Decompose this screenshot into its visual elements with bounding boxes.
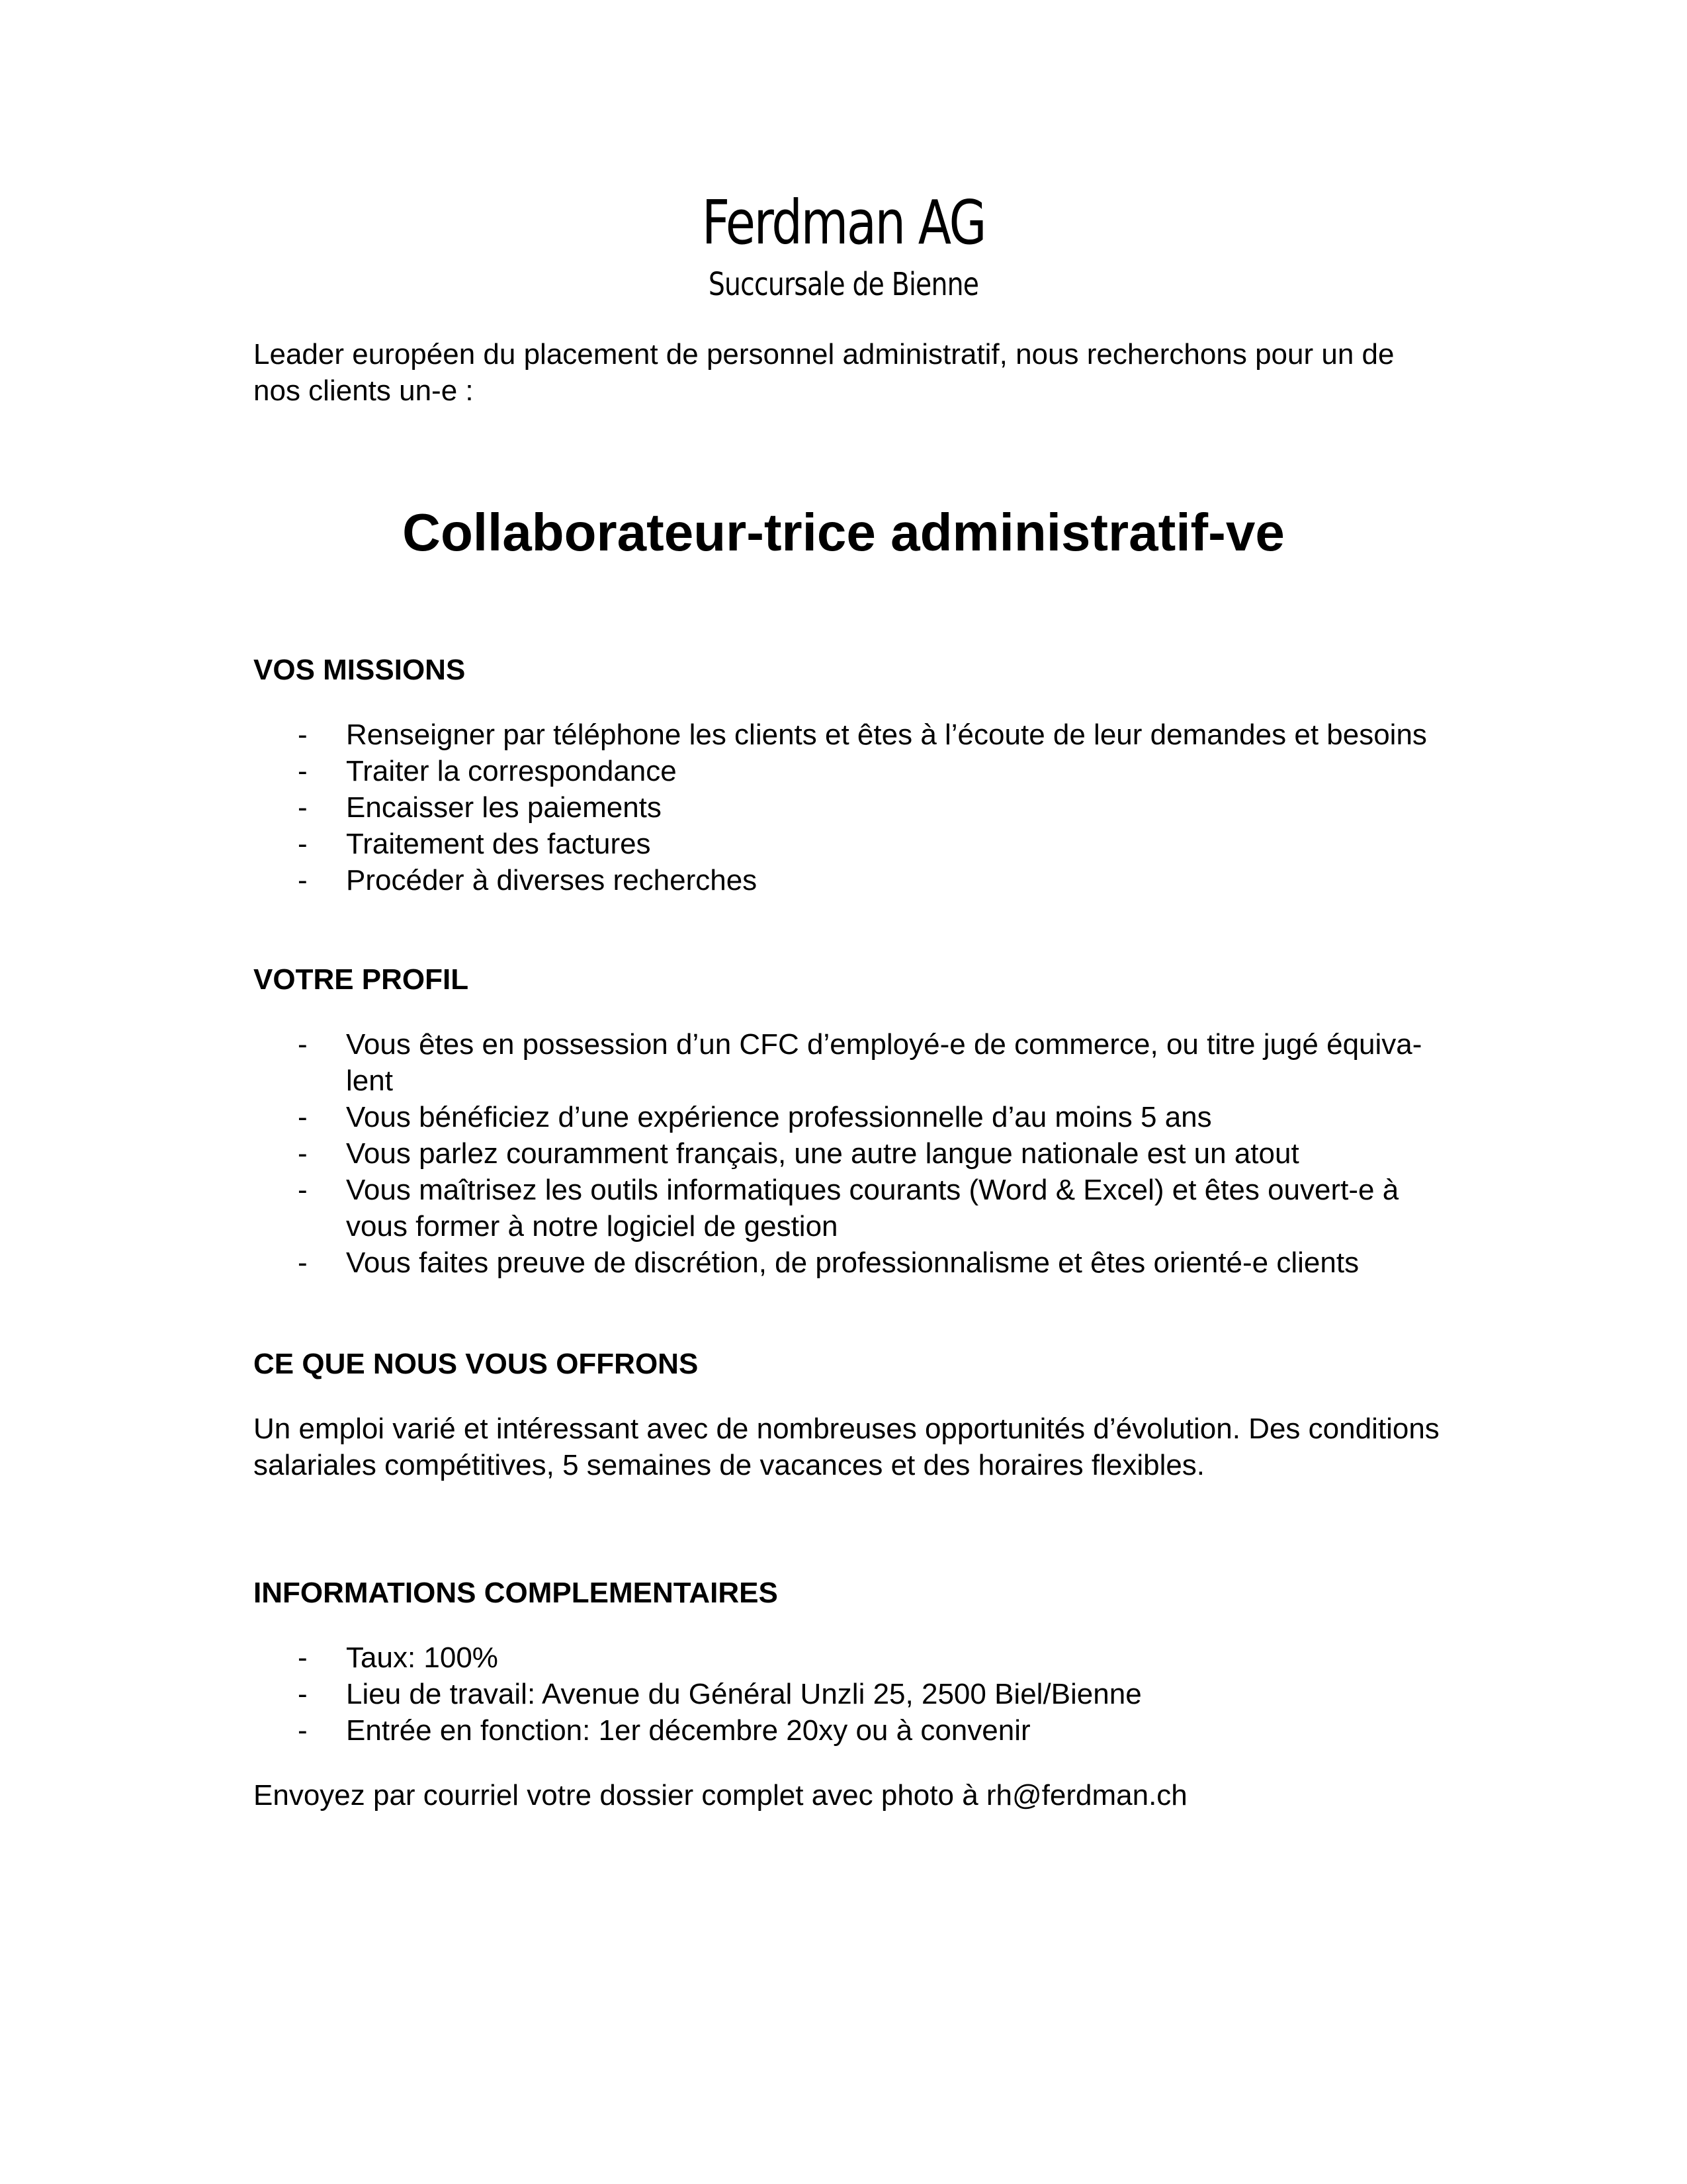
list-item-text: Traiter la correspondance [346, 755, 677, 787]
dash-bullet-icon: - [298, 1678, 308, 1710]
dash-bullet-icon: - [298, 864, 308, 896]
branch-name: Succursale de Bienne [708, 266, 979, 303]
list-item [253, 1135, 1431, 1172]
dash-bullet-icon: - [298, 1714, 308, 1747]
job-title: Collaborateur-trice administratif-ve [402, 503, 1285, 562]
profile-heading: VOTRE PROFIL [253, 963, 469, 996]
list-item-text: Vous êtes en possession d’un CFC d’employé-e de commerce, ou titre jugé équiva-lent [346, 1028, 1422, 1097]
list-item [253, 1712, 1444, 1749]
dash-bullet-icon: - [298, 791, 308, 824]
missions-list [253, 717, 1444, 898]
list-item-text: Vous parlez couramment français, une autre langue nationale est un atout [346, 1137, 1299, 1170]
dash-bullet-icon: - [298, 1641, 308, 1674]
dash-bullet-icon: - [298, 719, 308, 751]
list-item-text: Vous faites preuve de discrétion, de professionnalisme et êtes orienté-e clients [346, 1246, 1360, 1279]
closing-paragraph: Envoyez par courriel votre dossier complet avec photo à rh@ferdman.ch [253, 1779, 1188, 1812]
offer-heading: CE QUE NOUS VOUS OFFRONS [253, 1348, 699, 1380]
list-item-text: Traitement des factures [346, 828, 651, 860]
list-item [253, 862, 1444, 898]
list-item [253, 1099, 1431, 1135]
list-item [253, 1026, 1431, 1099]
dash-bullet-icon: - [298, 1246, 308, 1279]
list-item-text: Lieu de travail: Avenue du Général Unzli 25, 2500 Biel/Bienne [346, 1678, 1142, 1710]
list-item [253, 1245, 1431, 1281]
list-item [253, 789, 1444, 826]
list-item-text: Entrée en fonction: 1er décembre 20xy ou à convenir [346, 1714, 1031, 1747]
list-item [253, 1639, 1444, 1676]
profile-list [253, 1026, 1431, 1281]
dash-bullet-icon: - [298, 1101, 308, 1133]
dash-bullet-icon: - [298, 1028, 308, 1061]
list-item [253, 753, 1444, 789]
missions-heading: VOS MISSIONS [253, 654, 466, 686]
offer-paragraph: Un emploi varié et intéressant avec de nombreuses opportunités d’évolution. Des conditions salariales compétitives, 5 semaines de vacances et des horaires flexibles. [253, 1413, 1440, 1481]
dash-bullet-icon: - [298, 828, 308, 860]
company-name: Ferdman AG [701, 187, 986, 258]
additional-info-list [253, 1639, 1444, 1749]
list-item [253, 1172, 1431, 1245]
dash-bullet-icon: - [298, 1174, 308, 1206]
additional-info-heading: INFORMATIONS COMPLEMENTAIRES [253, 1577, 778, 1609]
dash-bullet-icon: - [298, 755, 308, 787]
list-item [253, 717, 1444, 753]
list-item-text: Taux: 100% [346, 1641, 498, 1674]
list-item-text: Procéder à diverses recherches [346, 864, 757, 896]
list-item-text: Encaisser les paiements [346, 791, 662, 824]
list-item [253, 826, 1444, 862]
list-item-text: Vous maîtrisez les outils informatiques courants (Word & Excel) et êtes ouvert-e à vous former à notre logiciel de gestion [346, 1174, 1399, 1243]
dash-bullet-icon: - [298, 1137, 308, 1170]
intro-paragraph: Leader européen du placement de personnel administratif, nous recherchons pour un de nos clients un-e : [253, 338, 1395, 407]
list-item [253, 1676, 1444, 1712]
list-item-text: Renseigner par téléphone les clients et êtes à l’écoute de leur demandes et besoins [346, 719, 1427, 751]
list-item-text: Vous bénéficiez d’une expérience professionnelle d’au moins 5 ans [346, 1101, 1212, 1133]
